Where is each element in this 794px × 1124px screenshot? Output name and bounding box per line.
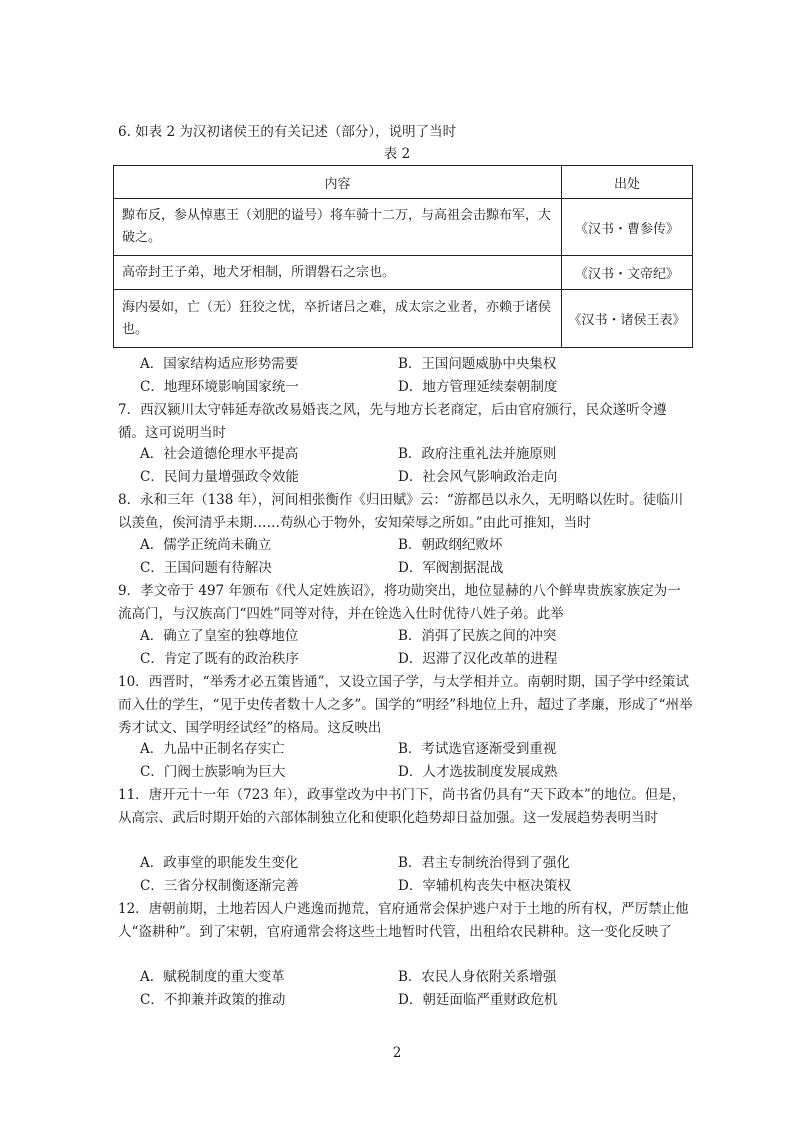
q9-option-d[interactable]: D．迟滞了汉化改革的进程	[398, 651, 558, 667]
question-7-stem: 7．西汉颍川太守韩延寿欲改易婚丧之风，先与地方长老商定，后由官府颁行，民众遂听令遵循。这可说明当时	[118, 402, 667, 441]
row-content: 海内晏如，亡（无）狂狡之忧，卒折诸吕之难，成太宗之业者，亦赖于诸侯也。	[114, 290, 562, 348]
header-source: 出处	[562, 166, 693, 199]
table-row	[114, 199, 693, 256]
q9-option-b[interactable]: B．消弭了民族之间的冲突	[398, 628, 557, 644]
q12-option-c[interactable]: C．不抑兼并政策的推动	[140, 992, 286, 1008]
q11-option-d[interactable]: D．宰辅机构丧失中枢决策权	[398, 878, 571, 894]
q6-option-b[interactable]: B．王国问题威胁中央集权	[398, 356, 557, 372]
q11-option-b[interactable]: B．君主专制统治得到了强化	[398, 855, 570, 871]
q9-option-c[interactable]: C．肯定了既有的政治秩序	[140, 651, 299, 667]
q10-option-d[interactable]: D．人才选拔制度发展成熟	[398, 764, 558, 780]
row-source: 《汉书・诸侯王表》	[562, 290, 693, 348]
q8-option-b[interactable]: B．朝政纲纪败坏	[398, 537, 503, 553]
page-number: 2	[392, 1045, 402, 1061]
table-header-row	[114, 166, 693, 199]
q10-option-a[interactable]: A．九品中正制名存实亡	[140, 741, 285, 757]
table-row	[114, 290, 693, 348]
q6-option-c[interactable]: C．地理环境影响国家统一	[140, 379, 299, 395]
q12-option-d[interactable]: D．朝廷面临严重财政危机	[398, 992, 558, 1008]
question-8-stem: 8．永和三年（138 年），河间相张衡作《归田赋》云：“游都邑以永久，无明略以佐时。徒临川以羡鱼，俟河清乎未期……苟纵心于物外，安知荣辱之所如。”由此可推知，当时	[118, 492, 684, 531]
q7-option-c[interactable]: C．民间力量增强政令效能	[140, 469, 299, 485]
q7-option-b[interactable]: B．政府注重礼法并施原则	[398, 446, 557, 462]
q10-option-b[interactable]: B．考试选官逐渐受到重视	[398, 741, 557, 757]
question-10-stem: 10．西晋时，“举秀才必五策皆通”，又设立国子学，与太学相并立。南朝时期，国子学中经策试而入仕的学生，“见于史传者数十人之多”。国学的“明经”科地位上升，超过了孝廉，形成了“州举秀才试文、国学明经试经”的格局。这反映出	[118, 674, 693, 736]
q9-option-a[interactable]: A．确立了皇室的独尊地位	[140, 628, 299, 644]
row-content: 高帝封王子弟，地犬牙相制，所谓磐石之宗也。	[114, 256, 562, 290]
q12-option-a[interactable]: A．赋税制度的重大变革	[140, 969, 285, 985]
q8-option-c[interactable]: C．王国问题有待解决	[140, 560, 272, 576]
question-9-stem: 9．孝文帝于 497 年颁布《代人定姓族诏》，将功勋突出，地位显赫的八个鲜卑贵族家族定为一流高门，与汉族高门“四姓”同等对待，并在铨选入仕时优待八姓子弟。此举	[118, 583, 681, 622]
table-caption: 表 2	[383, 146, 411, 162]
header-content: 内容	[114, 166, 562, 199]
question-11-stem: 11．唐开元十一年（723 年），政事堂改为中书门下，尚书省仍具有“天下政本”的地位。但是，从高宗、武后时期开始的六部体制独立化和使职化趋势却日益加强。这一发展趋势表明当时	[118, 787, 686, 826]
question-6-stem: 6. 如表 2 为汉初诸侯王的有关记述（部分），说明了当时	[118, 124, 457, 140]
q8-option-d[interactable]: D．军阀割据混战	[398, 560, 504, 576]
row-source: 《汉书・文帝纪》	[562, 256, 693, 290]
question-12-stem: 12．唐朝前期，土地若因人户逃逸而抛荒，官府通常会保护逃户对于土地的所有权，严厉禁止他人“盗耕种”。到了宋朝，官府通常会将这些土地暂时代管，出租给农民耕种。这一变化反映了	[118, 901, 689, 940]
q11-option-a[interactable]: A．政事堂的职能发生变化	[140, 855, 299, 871]
row-content: 黥布反，参从悼惠王（刘肥的谥号）将车骑十二万，与高祖会击黥布军，大破之。	[114, 199, 562, 256]
q6-option-a[interactable]: A．国家结构适应形势需要	[140, 356, 299, 372]
q11-option-c[interactable]: C．三省分权制衡逐渐完善	[140, 878, 299, 894]
q10-option-c[interactable]: C．门阀士族影响为巨大	[140, 764, 286, 780]
table-row	[114, 256, 693, 290]
q7-option-d[interactable]: D．社会风气影响政治走向	[398, 469, 558, 485]
q6-option-d[interactable]: D．地方管理延续秦朝制度	[398, 379, 558, 395]
q8-option-a[interactable]: A．儒学正统尚未确立	[140, 537, 272, 553]
q7-option-a[interactable]: A．社会道德伦理水平提高	[140, 446, 299, 462]
q12-option-b[interactable]: B．农民人身依附关系增强	[398, 969, 557, 985]
source-table	[113, 165, 693, 348]
row-source: 《汉书・曹参传》	[562, 199, 693, 256]
